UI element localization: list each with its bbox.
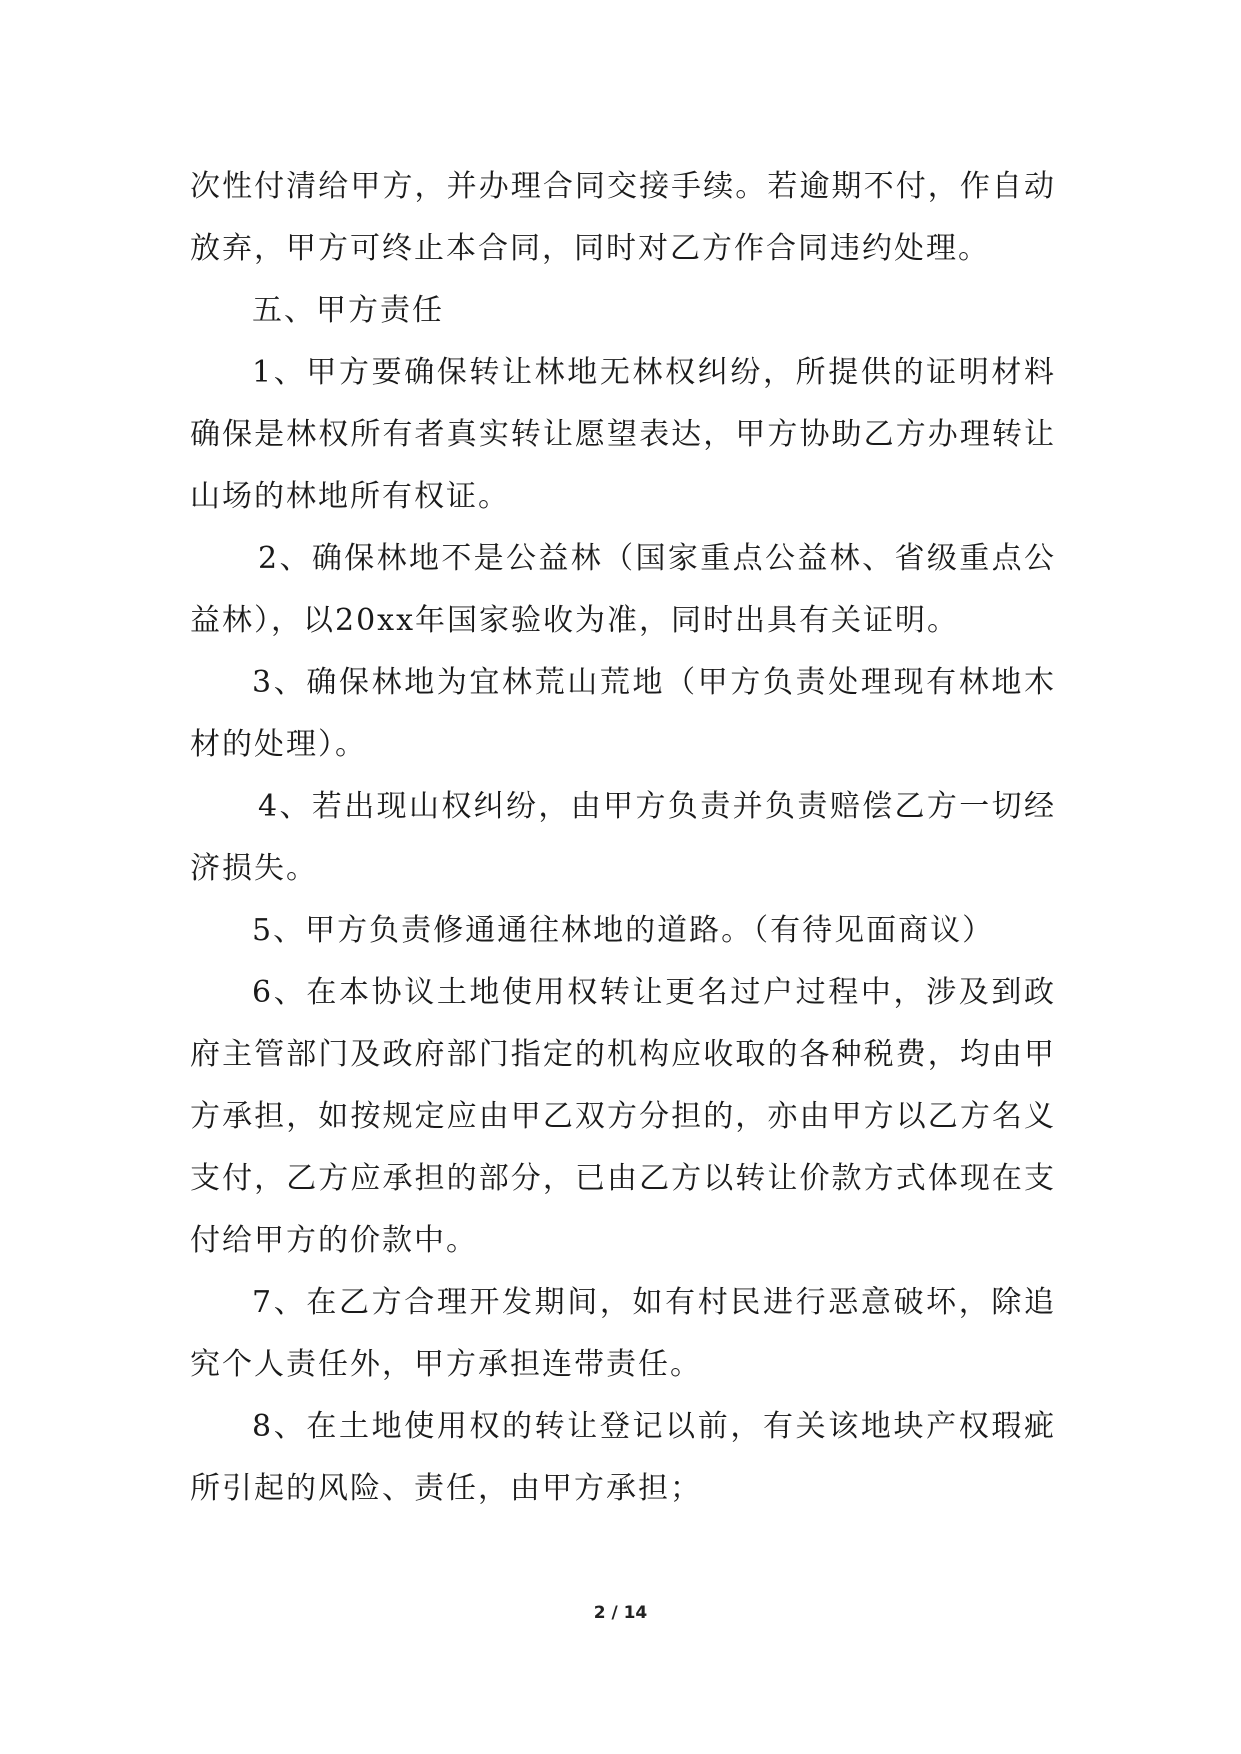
document-body <box>190 156 1056 1520</box>
clause-2: 2、确保林地不是公益林（国家重点公益林、省级重点公益林），以20xx年国家验收为准，同时出具有关证明。 <box>190 541 1056 638</box>
clause-1: 1、甲方要确保转让林地无林权纠纷，所提供的证明材料确保是林权所有者真实转让愿望表达，甲方协助乙方办理转让山场的林地所有权证。 <box>190 355 1056 514</box>
page-number: 2 / 14 <box>593 1603 648 1623</box>
clause-6: 6、在本协议土地使用权转让更名过户过程中，涉及到政府主管部门及政府部门指定的机构应收取的各种税费，均由甲方承担，如按规定应由甲乙双方分担的，亦由甲方以乙方名义支付，乙方应承担的部分，已由乙方以转让价款方式体现在支付给甲方的价款中。 <box>190 975 1056 1258</box>
clause-3: 3、确保林地为宜林荒山荒地（甲方负责处理现有林地木材的处理）。 <box>190 665 1056 762</box>
clause-7: 7、在乙方合理开发期间，如有村民进行恶意破坏，除追究个人责任外，甲方承担连带责任。 <box>190 1285 1056 1382</box>
section-heading-party-a-responsibility: 五、甲方责任 <box>252 293 444 328</box>
clause-8: 8、在土地使用权的转让登记以前，有关该地块产权瑕疵所引起的风险、责任，由甲方承担； <box>190 1409 1056 1506</box>
paragraph-continuation: 次性付清给甲方，并办理合同交接手续。若逾期不付，作自动放弃，甲方可终止本合同，同时对乙方作合同违约处理。 <box>190 169 1056 266</box>
clause-4: 4、若出现山权纠纷，由甲方负责并负责赔偿乙方一切经济损失。 <box>190 789 1056 886</box>
clause-5: 5、甲方负责修通通往林地的道路。（有待见面商议） <box>252 913 995 948</box>
